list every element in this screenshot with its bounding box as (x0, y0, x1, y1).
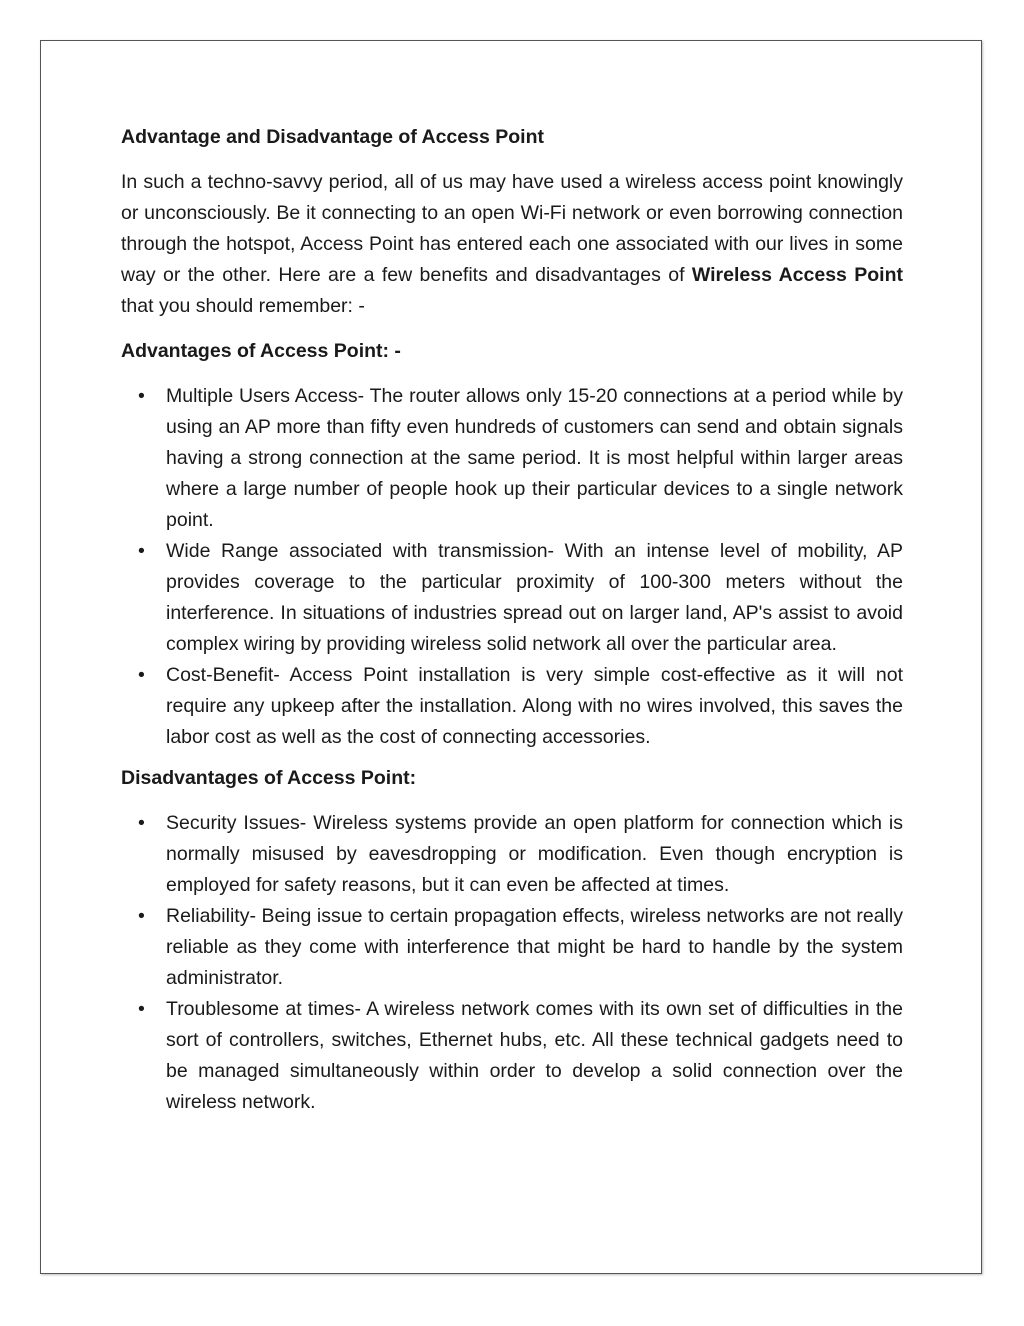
bullet-icon: • (138, 905, 145, 927)
intro-paragraph (121, 167, 903, 322)
advantages-heading: Advantages of Access Point: - (121, 340, 401, 362)
list-item (121, 901, 903, 994)
list-item (121, 660, 903, 753)
bullet-icon: • (138, 998, 145, 1020)
list-item (121, 536, 903, 660)
intro-bold-term: Wireless Access Point (691, 264, 903, 286)
list-item (121, 381, 903, 536)
list-item-text: Reliability- Being issue to certain propagation effects, wireless networks are not really reliable as they come with interference that might be hard to handle by the system administrator. (166, 905, 903, 989)
list-item-text: Cost-Benefit- Access Point installation is very simple cost-effective as it will not require any upkeep after the installation. Along with no wires involved, this saves the labor cost as well as the cost of connecting accessories. (166, 664, 903, 748)
intro-text-before: In such a techno-savvy period, all of us may have used a wireless access point knowingly or unconsciously. Be it connecting to an open Wi-Fi network or even borrowing connection through the hotspot, Access Point has entered each one associated with our lives in some way or the other. Here are a few benefits and disadvantages of (121, 171, 903, 286)
advantages-list (121, 381, 903, 753)
document-body (121, 122, 903, 1128)
list-item-text: Wide Range associated with transmission- With an intense level of mobility, AP provides coverage to the particular proximity of 100-300 meters without the interference. In situations of industries spread out on larger land, AP's assist to avoid complex wiring by providing wireless solid network all over the particular area. (166, 540, 903, 655)
bullet-icon: • (138, 664, 145, 686)
list-item-text: Multiple Users Access- The router allows only 15-20 connections at a period while by using an AP more than fifty even hundreds of customers can send and obtain signals having a strong connection at the same period. It is most helpful within larger areas where a large number of people hook up their particular devices to a single network point. (166, 385, 903, 531)
intro-text-after: that you should remember: - (121, 295, 365, 317)
document-title: Advantage and Disadvantage of Access Point (121, 126, 544, 148)
list-item-text: Security Issues- Wireless systems provide an open platform for connection which is normally misused by eavesdropping or modification. Even though encryption is employed for safety reasons, but it can even be affected at times. (166, 812, 903, 896)
disadvantages-heading: Disadvantages of Access Point: (121, 767, 417, 789)
list-item (121, 994, 903, 1118)
bullet-icon: • (138, 812, 145, 834)
list-item (121, 808, 903, 901)
list-item-text: Troublesome at times- A wireless network comes with its own set of difficulties in the sort of controllers, switches, Ethernet hubs, etc. All these technical gadgets need to be managed simultaneously within order to develop a solid connection over the wireless network. (166, 998, 903, 1113)
bullet-icon: • (138, 540, 145, 562)
bullet-icon: • (138, 385, 145, 407)
disadvantages-list (121, 808, 903, 1118)
